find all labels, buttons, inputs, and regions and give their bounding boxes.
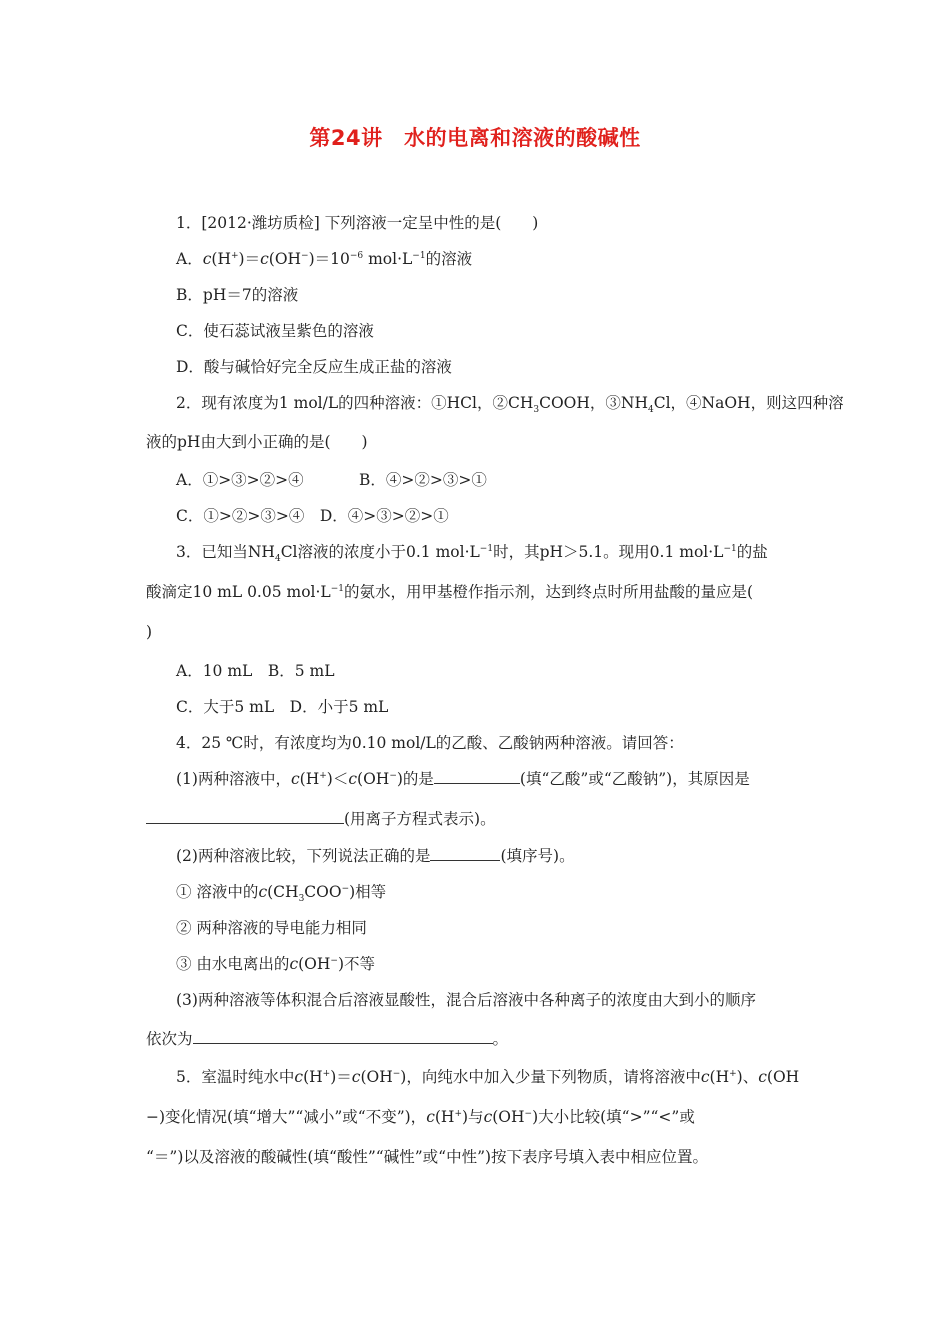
question-5-stem-line-1: 5．室温时纯水中c(H+)＝c(OH−)，向纯水中加入少量下列物质，请将溶液中c(H+)、c(OH [176, 1068, 800, 1086]
question-2-stem-line-2: 液的pH由大到小正确的是( ) [146, 433, 368, 451]
question-4-statement-2: ② 两种溶液的导电能力相同 [176, 919, 367, 937]
question-4-stem: 4．25 ℃时，有浓度均为0.10 mol/L的乙酸、乙酸钠两种溶液。请回答： [176, 734, 684, 752]
question-1-option-c: C．使石蕊试液呈紫色的溶液 [176, 322, 374, 340]
question-1-option-a: A．$c(H^+)=c(OH^-)=10^{-6}$ $mol\cdot L^{-1}$的溶液 [176, 250, 473, 268]
question-4-statement-1: ① 溶液中的$c(CH_3COO^-)$相等 [176, 883, 387, 905]
question-4-part-3-line-2: 依次为 。 [146, 1030, 509, 1048]
question-4-part-1-line-2: (用离子方程式表示)。 [146, 809, 496, 829]
question-4-part-3: (3)两种溶液等体积混合后溶液显酸性，混合后溶液中各种离子的浓度由大到小的顺序 [176, 991, 756, 1009]
question-3-options-a-b: A．10 mL B．5 mL [176, 662, 335, 680]
question-3-stem-line-1: 3．已知当$NH_4Cl$溶液的浓度小于0.1 $mol\cdot L^{-1}$时，其pH＞5.1。现用0.1 $mol\cdot L^{-1}$的盐 [176, 543, 768, 565]
question-3-stem-line-2: 酸滴定10 mL 0.05 $mol\cdot L^{-1}$的氨水，用甲基橙作指示剂，达到终点时所用盐酸的量应是( [146, 583, 754, 601]
answer-blank-4[interactable] [193, 1029, 493, 1044]
question-2-options-c-d: C．①>②>③>④ D．④>③>②>① [176, 507, 449, 525]
question-5-stem-line-3: “＝”)以及溶液的酸碱性(填“酸性”“碱性”或“中性”)按下表序号填入表中相应位置。 [146, 1148, 709, 1166]
question-1-option-b: B．pH＝7的溶液 [176, 286, 299, 304]
question-1-stem: 1．[2012·潍坊质检] 下列溶液一定呈中性的是( ) [176, 214, 539, 232]
question-3-options-c-d: C．大于5 mL D．小于5 mL [176, 698, 389, 716]
page-title: 第24讲 水的电离和溶液的酸碱性 [309, 126, 641, 150]
question-4-part-2: (2)两种溶液比较，下列说法正确的是 (填序号)。 [176, 847, 575, 865]
question-2-stem-line-1: 2．现有浓度为1 mol/L的四种溶液：①HCl，$②CH_3COOH$，$③NH_4Cl$，④NaOH，则这四种溶 [176, 394, 844, 416]
question-3-stem-line-3: ) [146, 623, 153, 641]
answer-blank-2[interactable] [146, 809, 344, 824]
answer-blank-1[interactable] [434, 769, 520, 784]
question-1-option-d: D．酸与碱恰好完全反应生成正盐的溶液 [176, 358, 452, 376]
question-4-statement-3: ③ 由水电离出的c(OH−)不等 [176, 955, 376, 973]
question-2-option-a: A．①>③>②>④ [176, 471, 304, 489]
question-5-stem-line-2: −)变化情况(填“增大”“减小”或“不变”)，c(H+)与c(OH−)大小比较(填“>”“<”或 [146, 1108, 695, 1126]
answer-blank-3[interactable] [430, 846, 500, 861]
question-2-option-b: B．④>②>③>① [359, 471, 487, 489]
question-4-part-1: (1)两种溶液中，c(H+)＜c(OH−)的是 (填“乙酸”或“乙酸钠”)，其原因是 [176, 770, 750, 788]
